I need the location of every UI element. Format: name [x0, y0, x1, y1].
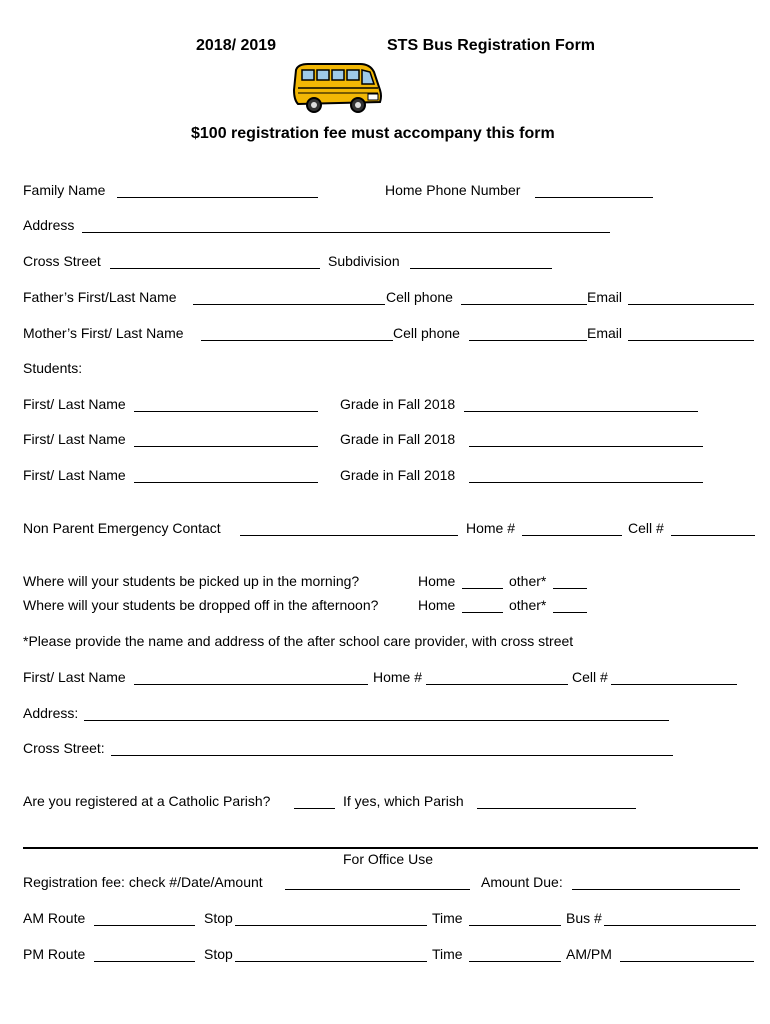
emergency-contact-field[interactable] [240, 535, 458, 536]
address-label: Address [23, 217, 75, 233]
parish-which-field[interactable] [477, 808, 636, 809]
fee-notice: $100 registration fee must accompany this form [191, 125, 555, 142]
father-email-label: Email [587, 289, 623, 305]
am-stop-label: Stop [204, 910, 233, 926]
student-1-grade-field[interactable] [464, 411, 698, 412]
student-2-name-field[interactable] [134, 446, 318, 447]
pm-time-field[interactable] [469, 961, 561, 962]
care-name-label: First/ Last Name [23, 669, 126, 685]
students-heading: Students: [23, 360, 83, 376]
care-cross-street-field[interactable] [111, 755, 673, 756]
am-route-field[interactable] [94, 925, 195, 926]
pm-route-field[interactable] [94, 961, 195, 962]
student-3-grade-label: Grade in Fall 2018 [340, 467, 456, 483]
afternoon-home-label: Home [418, 597, 456, 613]
care-home-label: Home # [373, 669, 423, 685]
care-home-field[interactable] [426, 684, 568, 685]
father-cell-label: Cell phone [386, 289, 453, 305]
care-cell-field[interactable] [611, 684, 737, 685]
mother-email-field[interactable] [628, 340, 754, 341]
care-address-field[interactable] [84, 720, 669, 721]
morning-other-field[interactable] [553, 588, 587, 589]
emergency-contact-label: Non Parent Emergency Contact [23, 520, 221, 536]
care-cross-street-label: Cross Street: [23, 740, 105, 756]
reg-fee-label: Registration fee: check #/Date/Amount [23, 874, 263, 890]
pm-stop-field[interactable] [235, 961, 427, 962]
home-phone-field[interactable] [535, 197, 653, 198]
afternoon-other-label: other* [509, 597, 547, 613]
form-title: STS Bus Registration Form [387, 37, 596, 54]
address-field[interactable] [82, 232, 610, 233]
afternoon-home-field[interactable] [462, 612, 503, 613]
cross-street-field[interactable] [110, 268, 320, 269]
student-3-grade-field[interactable] [469, 482, 703, 483]
student-1-grade-label: Grade in Fall 2018 [340, 396, 456, 412]
care-provider-note: *Please provide the name and address of the after school care provider, with cross street [23, 633, 574, 649]
mother-cell-field[interactable] [469, 340, 587, 341]
am-time-label: Time [432, 910, 463, 926]
family-name-label: Family Name [23, 182, 106, 198]
am-time-field[interactable] [469, 925, 561, 926]
afternoon-other-field[interactable] [553, 612, 587, 613]
subdivision-field[interactable] [410, 268, 552, 269]
am-route-label: AM Route [23, 910, 86, 926]
emergency-cell-label: Cell # [628, 520, 664, 536]
office-divider [23, 847, 758, 849]
student-1-name-field[interactable] [134, 411, 318, 412]
mother-name-field[interactable] [201, 340, 393, 341]
reg-fee-field[interactable] [285, 889, 470, 890]
bus-number-field[interactable] [604, 925, 756, 926]
morning-home-label: Home [418, 573, 456, 589]
parish-question: Are you registered at a Catholic Parish? [23, 793, 271, 809]
father-name-field[interactable] [193, 304, 385, 305]
morning-pickup-question: Where will your students be picked up in the morning? [23, 573, 360, 589]
afternoon-dropoff-question: Where will your students be dropped off in the afternoon? [23, 597, 379, 613]
care-name-field[interactable] [134, 684, 368, 685]
school-bus-icon [290, 60, 386, 116]
amount-due-field[interactable] [572, 889, 740, 890]
ampm-field[interactable] [620, 961, 754, 962]
bus-number-label: Bus # [566, 910, 602, 926]
ampm-label: AM/PM [566, 946, 612, 962]
student-3-name-label: First/ Last Name [23, 467, 126, 483]
mother-name-label: Mother’s First/ Last Name [23, 325, 184, 341]
cross-street-label: Cross Street [23, 253, 101, 269]
emergency-cell-field[interactable] [671, 535, 755, 536]
student-2-grade-label: Grade in Fall 2018 [340, 431, 456, 447]
office-heading: For Office Use [343, 851, 433, 867]
home-phone-label: Home Phone Number [385, 182, 521, 198]
care-cell-label: Cell # [572, 669, 608, 685]
student-3-name-field[interactable] [134, 482, 318, 483]
school-year: 2018/ 2019 [196, 37, 277, 54]
pm-stop-label: Stop [204, 946, 233, 962]
emergency-home-label: Home # [466, 520, 516, 536]
amount-due-label: Amount Due: [481, 874, 563, 890]
mother-cell-label: Cell phone [393, 325, 460, 341]
family-name-field[interactable] [117, 197, 318, 198]
father-email-field[interactable] [628, 304, 754, 305]
student-1-name-label: First/ Last Name [23, 396, 126, 412]
subdivision-label: Subdivision [328, 253, 400, 269]
parish-answer-field[interactable] [294, 808, 335, 809]
care-address-label: Address: [23, 705, 79, 721]
emergency-home-field[interactable] [522, 535, 622, 536]
pm-route-label: PM Route [23, 946, 86, 962]
father-name-label: Father’s First/Last Name [23, 289, 177, 305]
morning-other-label: other* [509, 573, 547, 589]
father-cell-field[interactable] [461, 304, 587, 305]
pm-time-label: Time [432, 946, 463, 962]
am-stop-field[interactable] [235, 925, 427, 926]
student-2-grade-field[interactable] [469, 446, 703, 447]
mother-email-label: Email [587, 325, 623, 341]
morning-home-field[interactable] [462, 588, 503, 589]
student-2-name-label: First/ Last Name [23, 431, 126, 447]
parish-which-label: If yes, which Parish [343, 793, 464, 809]
